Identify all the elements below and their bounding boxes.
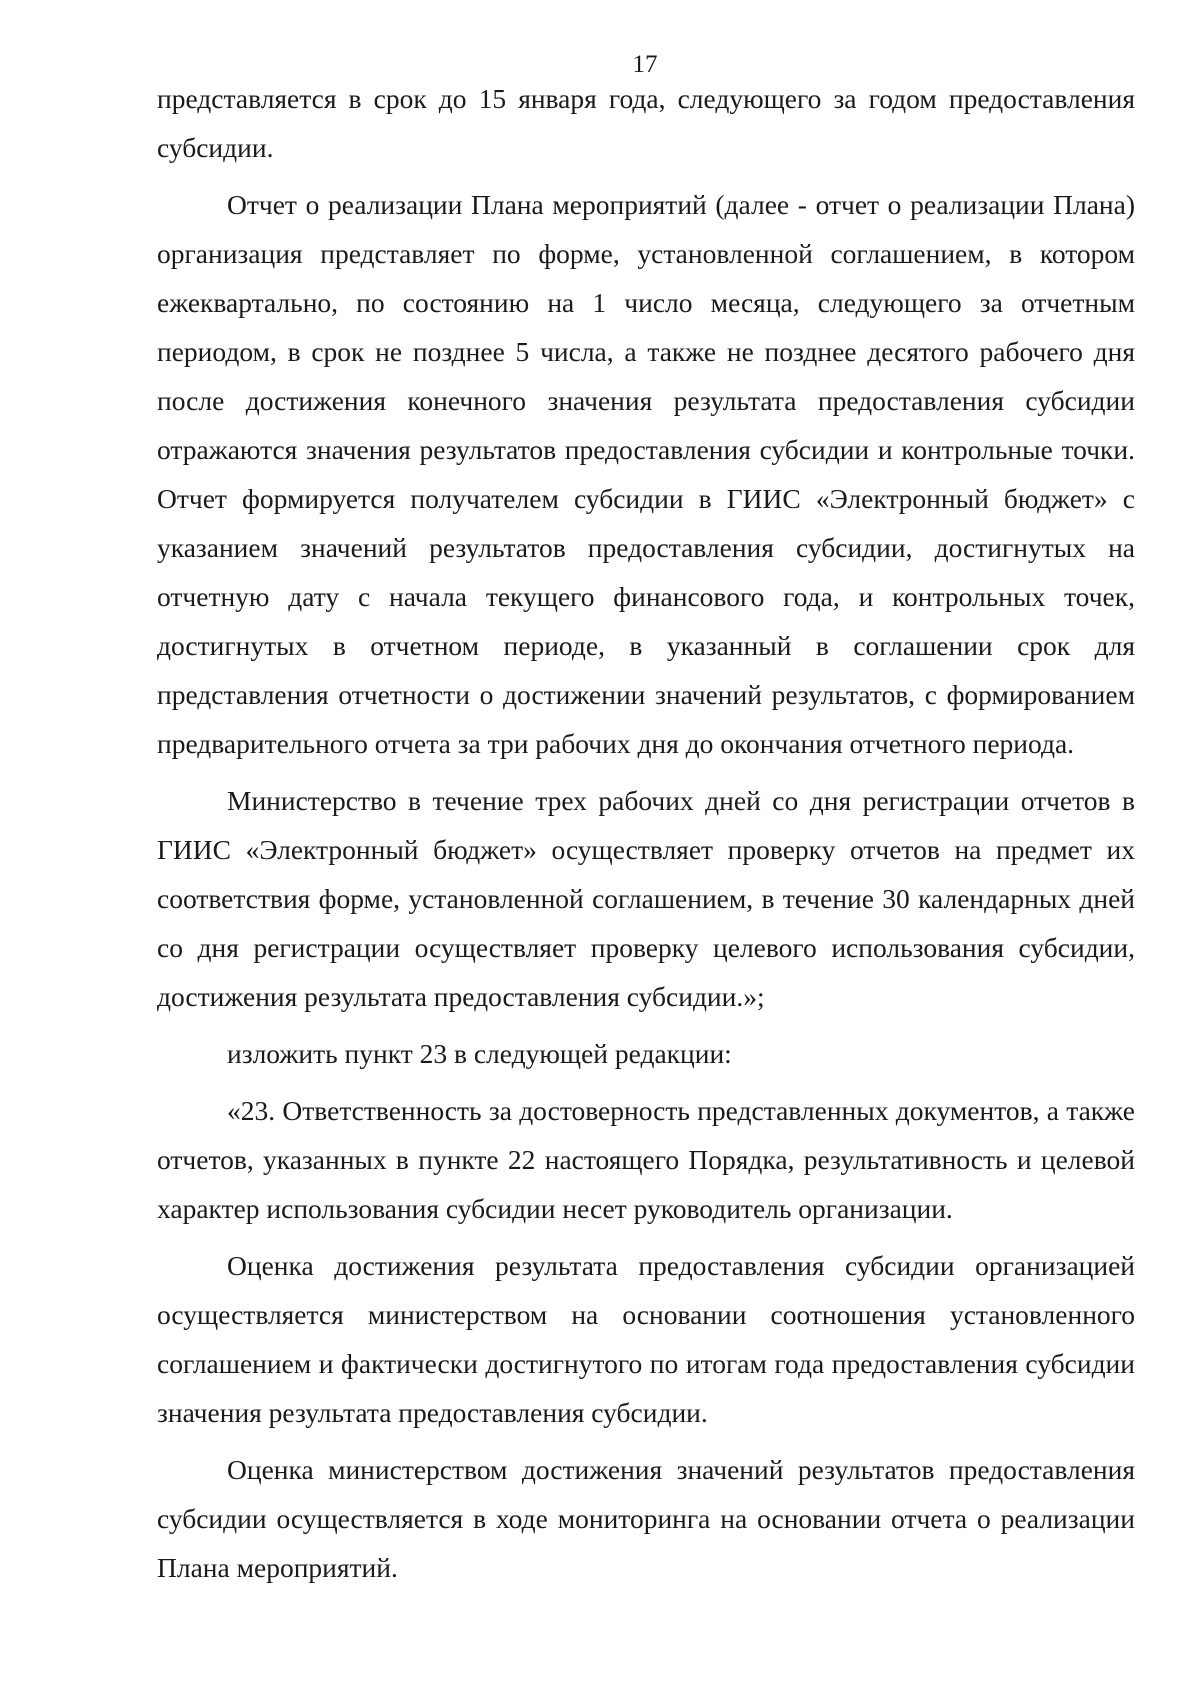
paragraph-result-assessment: Оценка достижения результата предоставления субсидии организацией осуществляется министерством на основании соотношения установленного соглашением и фактически достигнутого по итогам года предоставления субсидии значения результата предоставления субсидии.	[157, 1250, 1135, 1428]
paragraph-ministry-check: Министерство в течение трех рабочих дней со дня регистрации отчетов в ГИИС «Электронный бюджет» осуществляет проверку отчетов на предмет их соответствия форме, установленной соглашением, в течение 30 календарных дней со дня регистрации осуществляет проверку целевого использования субсидии, достижения результата предоставления субсидии.»;	[157, 785, 1135, 1012]
page-number: 17	[632, 51, 658, 78]
paragraph-spacer	[157, 1233, 1135, 1241]
paragraph-continuation: представляется в срок до 15 января года, следующего за годом предоставления субсидии.	[157, 83, 1135, 163]
paragraph-spacer	[157, 768, 1135, 776]
paragraph-spacer	[157, 1437, 1135, 1445]
document-body	[157, 74, 1135, 1592]
paragraph-spacer	[157, 1021, 1135, 1029]
paragraph-monitoring: Оценка министерством достижения значений результатов предоставления субсидии осуществляется в ходе мониторинга на основании отчета о реализации Плана мероприятий.	[157, 1454, 1135, 1583]
paragraph-spacer	[157, 1078, 1135, 1086]
paragraph-report-plan: Отчет о реализации Плана мероприятий (далее - отчет о реализации Плана) организация представляет по форме, установленной соглашением, в котором ежеквартально, по состоянию на 1 число месяца, следующего за отчетным периодом, в срок не позднее 5 числа, а также не позднее десятого рабочего дня после достижения конечного значения результата предоставления субсидии отражаются значения результатов предоставления субсидии и контрольные точки. Отчет формируется получателем субсидии в ГИИС «Электронный бюджет» с указанием значений результатов предоставления субсидии, достигнутых на отчетную дату с начала текущего финансового года, и контрольных точек, достигнутых в отчетном периоде, в указанный в соглашении срок для представления отчетности о достижении значений результатов, с формированием предварительного отчета за три рабочих дня до окончания отчетного периода.	[157, 189, 1135, 759]
paragraph-item-23: «23. Ответственность за достоверность представленных документов, а также отчетов, указанных в пункте 22 настоящего Порядка, результативность и целевой характер использования субсидии несет руководитель организации.	[157, 1095, 1135, 1224]
paragraph-spacer	[157, 172, 1135, 180]
paragraph-amendment-intro: изложить пункт 23 в следующей редакции:	[227, 1038, 732, 1069]
